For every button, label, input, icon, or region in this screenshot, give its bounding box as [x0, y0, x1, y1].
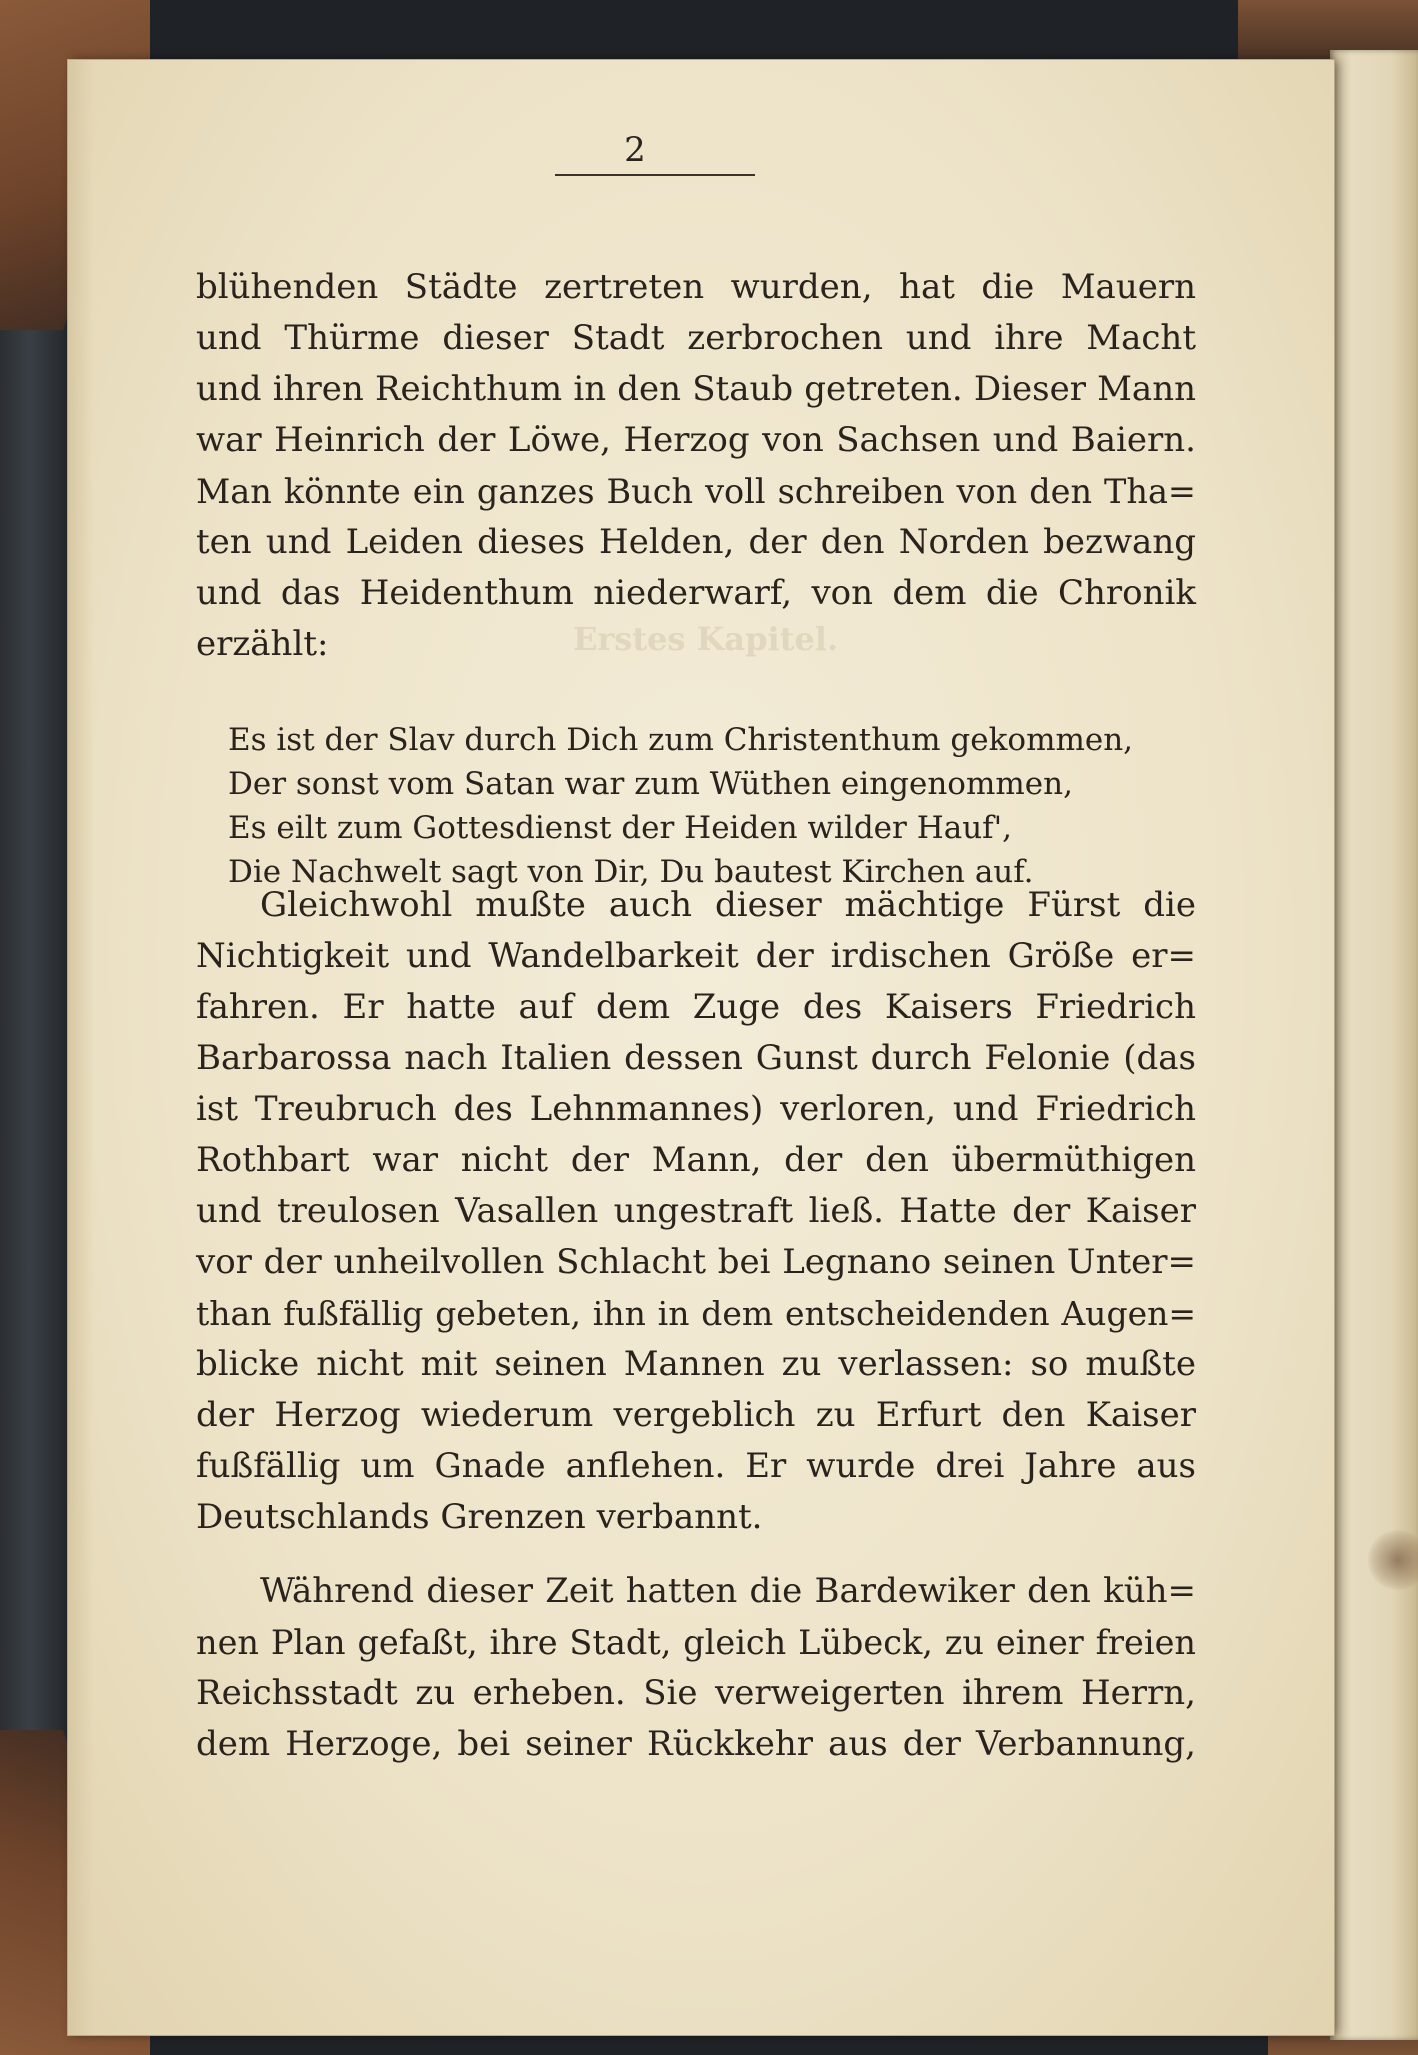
text-line: ten und Leiden dieses Helden, der den Norden bezwang — [196, 522, 1196, 562]
text-line: blühenden Städte zertreten wurden, hat die Mauern — [196, 267, 1196, 307]
text-line: than fußfällig gebeten, ihn in dem entscheidenden Augen= — [196, 1294, 1196, 1333]
poem-line: Es ist der Slav durch Dich zum Christenthum gekommen, — [228, 722, 1134, 758]
text-line: und Thürme dieser Stadt zerbrochen und ihre Macht — [196, 318, 1196, 358]
text-line: und das Heidenthum niederwarf, von dem die Chronik — [196, 573, 1196, 613]
text-line: Reichsstadt zu erheben. Sie verweigerten ihrem Herrn, — [196, 1673, 1196, 1713]
text-line: ist Treubruch des Lehnmannes) verloren, und Friedrich — [196, 1089, 1196, 1129]
page-number: 2 — [624, 130, 646, 170]
text-line: erzählt: — [196, 624, 329, 664]
text-line: vor der unheilvollen Schlacht bei Legnano seinen Unter= — [196, 1242, 1196, 1282]
text-line: dem Herzoge, bei seiner Rückkehr aus der Verbannung, — [196, 1724, 1196, 1764]
text-line: Rothbart war nicht der Mann, der den übermüthigen — [196, 1140, 1196, 1180]
text-line: Gleichwohl mußte auch dieser mächtige Fürst die — [260, 885, 1196, 925]
poem-line: Es eilt zum Gottesdienst der Heiden wilder Hauf', — [228, 810, 1013, 846]
text-line: blicke nicht mit seinen Mannen zu verlassen: so mußte — [196, 1344, 1196, 1384]
text-line: Barbarossa nach Italien dessen Gunst durch Felonie (das — [196, 1038, 1196, 1078]
text-line: Deutschlands Grenzen verbannt. — [196, 1497, 763, 1537]
text-line: der Herzog wiederum vergeblich zu Erfurt den Kaiser — [196, 1395, 1196, 1435]
text-line: Man könnte ein ganzes Buch voll schreiben von den Tha= — [196, 472, 1196, 511]
poem-line: Der sonst vom Satan war zum Wüthen eingenommen, — [228, 766, 1073, 802]
poem-line: Die Nachwelt sagt von Dir, Du bautest Kirchen auf. — [228, 854, 1034, 890]
text-line: Nichtigkeit und Wandelbarkeit der irdischen Größe er= — [196, 936, 1196, 976]
bleed-through-heading: Erstes Kapitel. — [573, 620, 839, 658]
text-line: war Heinrich der Löwe, Herzog von Sachsen und Baiern. — [196, 420, 1196, 460]
paragraph-1 — [196, 262, 1196, 670]
text-line: fahren. Er hatte auf dem Zuge des Kaisers Friedrich — [196, 987, 1196, 1027]
poem-quote — [228, 718, 1188, 894]
text-line: und treulosen Vasallen ungestraft ließ. Hatte der Kaiser — [196, 1191, 1196, 1231]
next-page-edge — [1330, 50, 1418, 2040]
text-line: nen Plan gefaßt, ihre Stadt, gleich Lübeck, zu einer freien — [196, 1623, 1196, 1662]
header-rule — [555, 174, 755, 176]
paragraph-2 — [196, 880, 1196, 1543]
text-line: Während dieser Zeit hatten die Bardewiker den küh= — [260, 1571, 1196, 1611]
text-line: und ihren Reichthum in den Staub getreten. Dieser Mann — [196, 369, 1196, 409]
text-line: fußfällig um Gnade anflehen. Er wurde drei Jahre aus — [196, 1446, 1196, 1486]
paragraph-3 — [196, 1566, 1196, 1770]
